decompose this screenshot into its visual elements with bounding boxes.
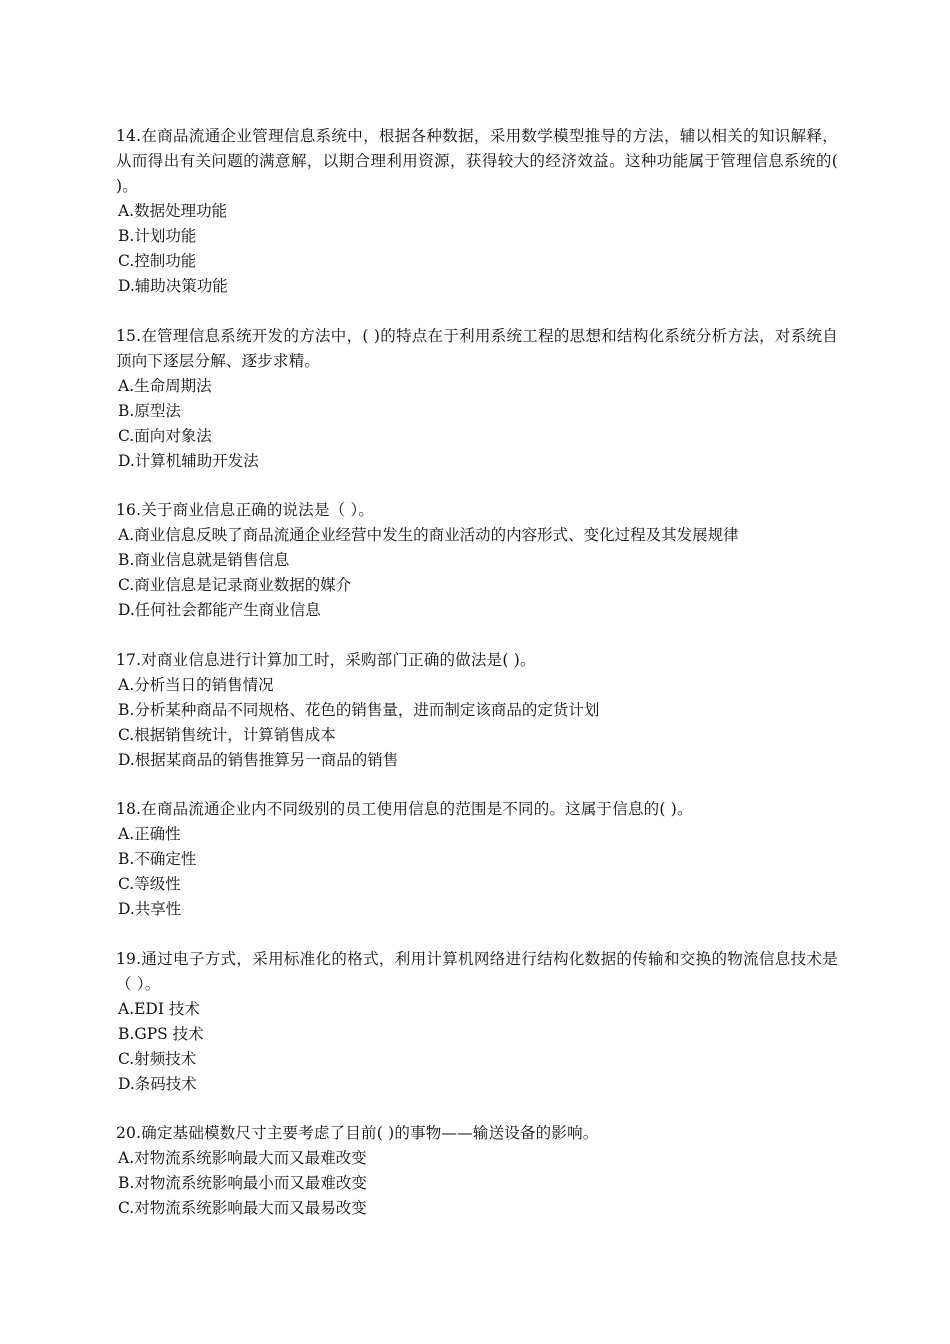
question-stem: 19.通过电子方式，采用标准化的格式，利用计算机网络进行结构化数据的传输和交换的物流信息技术是（ ）。 <box>116 949 838 993</box>
question-stem: 14.在商品流通企业管理信息系统中，根据各种数据，采用数学模型推导的方法，辅以相关的知识解释，从而得出有关问题的满意解，以期合理利用资源，获得较大的经济效益。这种功能属于管理信息系统的( )。 <box>116 127 838 195</box>
option-c: C.商业信息是记录商业数据的媒介 <box>118 576 352 594</box>
question-16 <box>116 498 838 623</box>
question-20 <box>116 1121 838 1221</box>
option-d: D.计算机辅助开发法 <box>118 451 259 470</box>
question-15 <box>116 324 838 474</box>
question-stem: 18.在商品流通企业内不同级别的员工使用信息的范围是不同的。这属于信息的( )。 <box>116 800 693 818</box>
option-b: B.分析某种商品不同规格、花色的销售量，进而制定该商品的定货计划 <box>118 700 600 719</box>
question-18 <box>116 797 838 922</box>
option-b: B.对物流系统影响最小而又最难改变 <box>118 1174 367 1192</box>
question-19 <box>116 947 838 1097</box>
option-c: C.射频技术 <box>118 1049 197 1068</box>
option-b: B.原型法 <box>118 401 181 420</box>
option-b: B.不确定性 <box>118 850 197 868</box>
question-list <box>116 124 838 1246</box>
option-a: A.正确性 <box>118 825 181 843</box>
option-b: B.GPS 技术 <box>118 1024 204 1043</box>
option-c: C.根据销售统计，计算销售成本 <box>118 725 336 744</box>
option-a: A.数据处理功能 <box>118 202 228 220</box>
option-b: B.计划功能 <box>118 227 197 245</box>
question-17 <box>116 648 838 773</box>
question-stem: 17.对商业信息进行计算加工时，采购部门正确的做法是( )。 <box>116 650 536 669</box>
option-d: D.共享性 <box>118 900 182 918</box>
question-stem: 20.确定基础模数尺寸主要考虑了目前( )的事物——输送设备的影响。 <box>116 1124 599 1142</box>
option-a: A.对物流系统影响最大而又最难改变 <box>118 1149 367 1167</box>
option-c: C.对物流系统影响最大而又最易改变 <box>118 1199 367 1217</box>
option-a: A.EDI 技术 <box>118 999 200 1018</box>
option-d: D.任何社会都能产生商业信息 <box>118 601 321 619</box>
option-a: A.生命周期法 <box>118 376 212 395</box>
option-c: C.面向对象法 <box>118 426 212 445</box>
option-a: A.商业信息反映了商品流通企业经营中发生的商业活动的内容形式、变化过程及其发展规律 <box>118 526 739 544</box>
question-stem: 15.在管理信息系统开发的方法中，( )的特点在于利用系统工程的思想和结构化系统分析方法，对系统自顶向下逐层分解、逐步求精。 <box>116 326 838 370</box>
question-14 <box>116 124 838 299</box>
option-c: C.控制功能 <box>118 252 197 270</box>
option-d: D.根据某商品的销售推算另一商品的销售 <box>118 750 399 769</box>
option-a: A.分析当日的销售情况 <box>118 675 274 694</box>
option-d: D.条码技术 <box>118 1074 197 1093</box>
option-b: B.商业信息就是销售信息 <box>118 551 290 569</box>
question-stem: 16.关于商业信息正确的说法是（ ）。 <box>116 501 375 519</box>
option-c: C.等级性 <box>118 875 181 893</box>
option-d: D.辅助决策功能 <box>118 277 228 295</box>
